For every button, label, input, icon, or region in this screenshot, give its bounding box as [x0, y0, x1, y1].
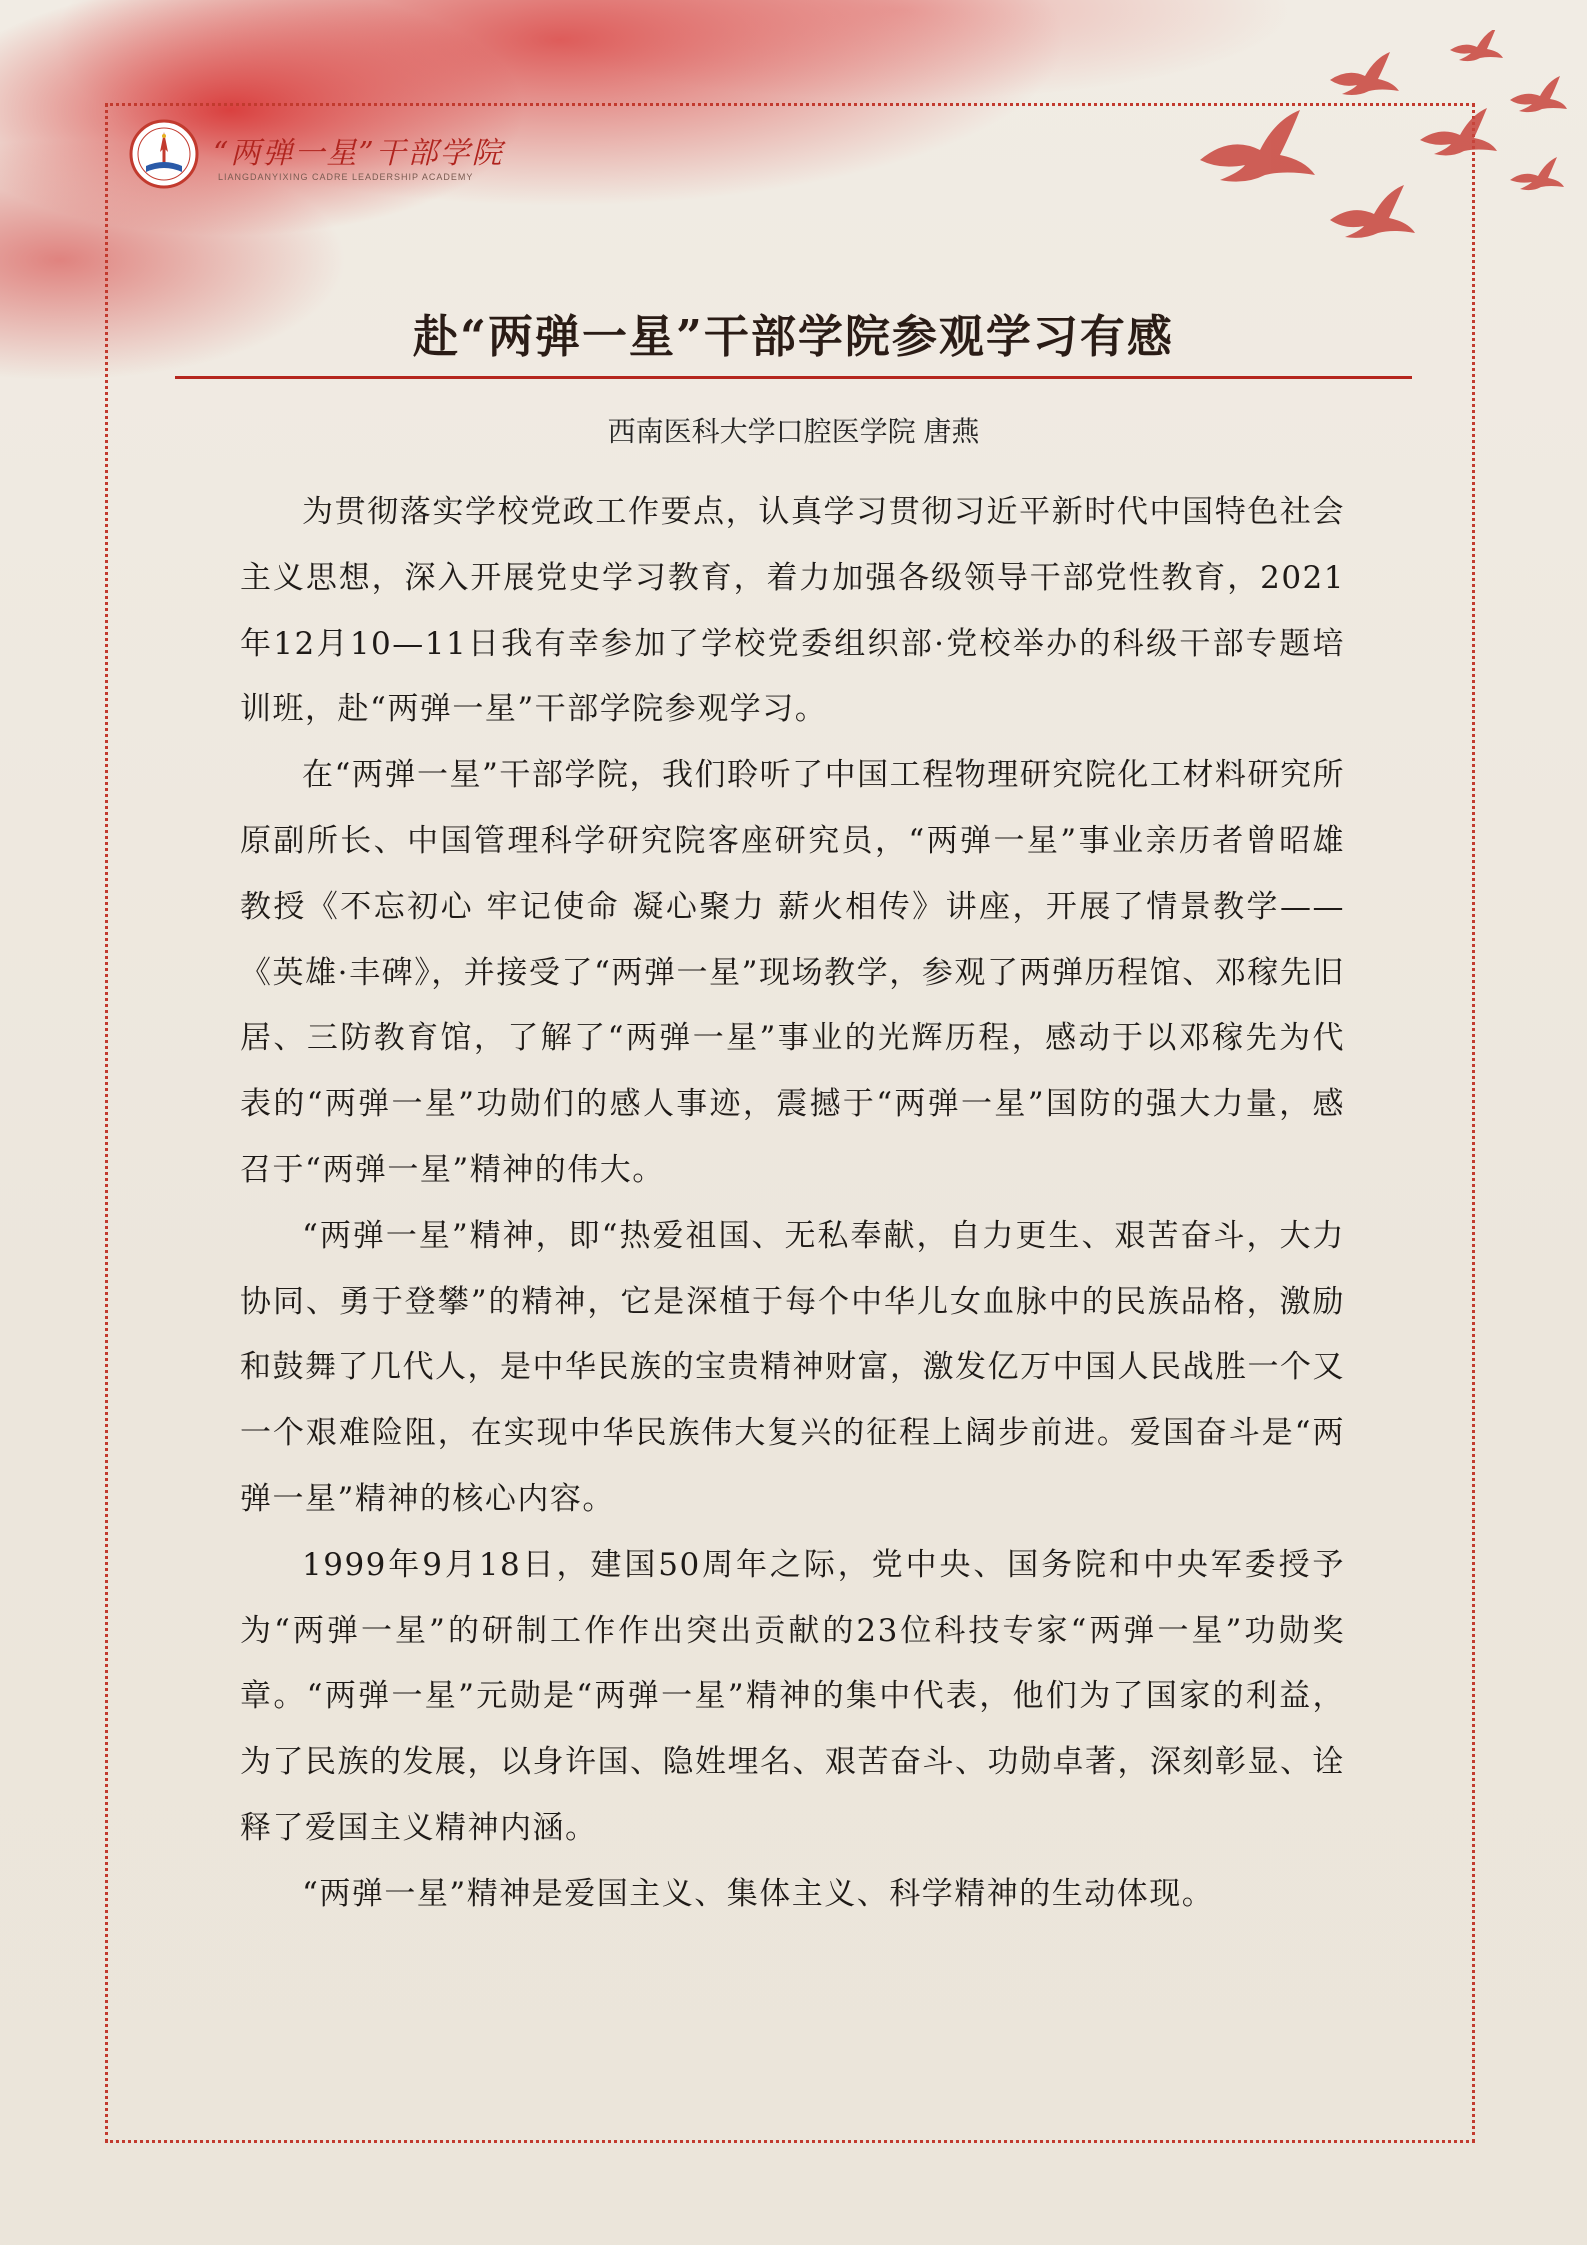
academy-emblem-icon	[128, 118, 200, 190]
paragraph: 在“两弹一星”干部学院，我们聆听了中国工程物理研究院化工材料研究所原副所长、中国管理科学研究院客座研究员，“两弹一星”事业亲历者曾昭雄教授《不忘初心 牢记使命 凝心聚力 薪火相传》讲座，开展了情景教学——《英雄·丰碑》，并接受了“两弹一星”现场教学，参观了两弹历程馆、邓稼先旧居、三防教育馆，了解了“两弹一星”事业的光辉历程，感动于以邓稼先为代表的“两弹一星”功勋们的感人事迹，震撼于“两弹一星”国防的强大力量，感召于“两弹一星”精神的伟大。	[240, 757, 1345, 1188]
logo-subtitle: LIANGDANYIXING CADRE LEADERSHIP ACADEMY	[218, 172, 474, 182]
paragraph: “两弹一星”精神是爱国主义、集体主义、科学精神的生动体现。	[302, 1875, 1215, 1912]
paragraph: 为贯彻落实学校党政工作要点，认真学习贯彻习近平新时代中国特色社会主义思想，深入开展党史学习教育，着力加强各级领导干部党性教育，2021年12月10—11日我有幸参加了学校党委组织部·党校举办的科级干部专题培训班，赴“两弹一星”干部学院参观学习。	[240, 494, 1345, 728]
title-divider	[175, 376, 1412, 379]
article-author: 西南医科大学口腔医学院 唐燕	[607, 416, 980, 447]
article-body	[240, 480, 1345, 1928]
flying-doves-decoration	[1180, 30, 1580, 270]
paragraph: 1999年9月18日，建国50周年之际，党中央、国务院和中央军委授予为“两弹一星”的研制工作作出突出贡献的23位科技专家“两弹一星”功勋奖章。“两弹一星”元勋是“两弹一星”精神的集中代表，他们为了国家的利益，为了民族的发展，以身许国、隐姓埋名、艰苦奋斗、功勋卓著，深刻彰显、诠释了爱国主义精神内涵。	[240, 1546, 1345, 1846]
academy-logo	[118, 110, 538, 200]
paragraph: “两弹一星”精神，即“热爱祖国、无私奉献，自力更生、艰苦奋斗，大力协同、勇于登攀”的精神，它是深植于每个中华儿女血脉中的民族品格，激励和鼓舞了几代人，是中华民族的宝贵精神财富，激发亿万中国人民战胜一个又一个艰难险阻，在实现中华民族伟大复兴的征程上阔步前进。爱国奋斗是“两弹一星”精神的核心内容。	[240, 1217, 1345, 1517]
article-title: 赴“两弹一星”干部学院参观学习有感	[413, 310, 1174, 363]
logo-title: “两弹一星”干部学院	[213, 136, 504, 171]
